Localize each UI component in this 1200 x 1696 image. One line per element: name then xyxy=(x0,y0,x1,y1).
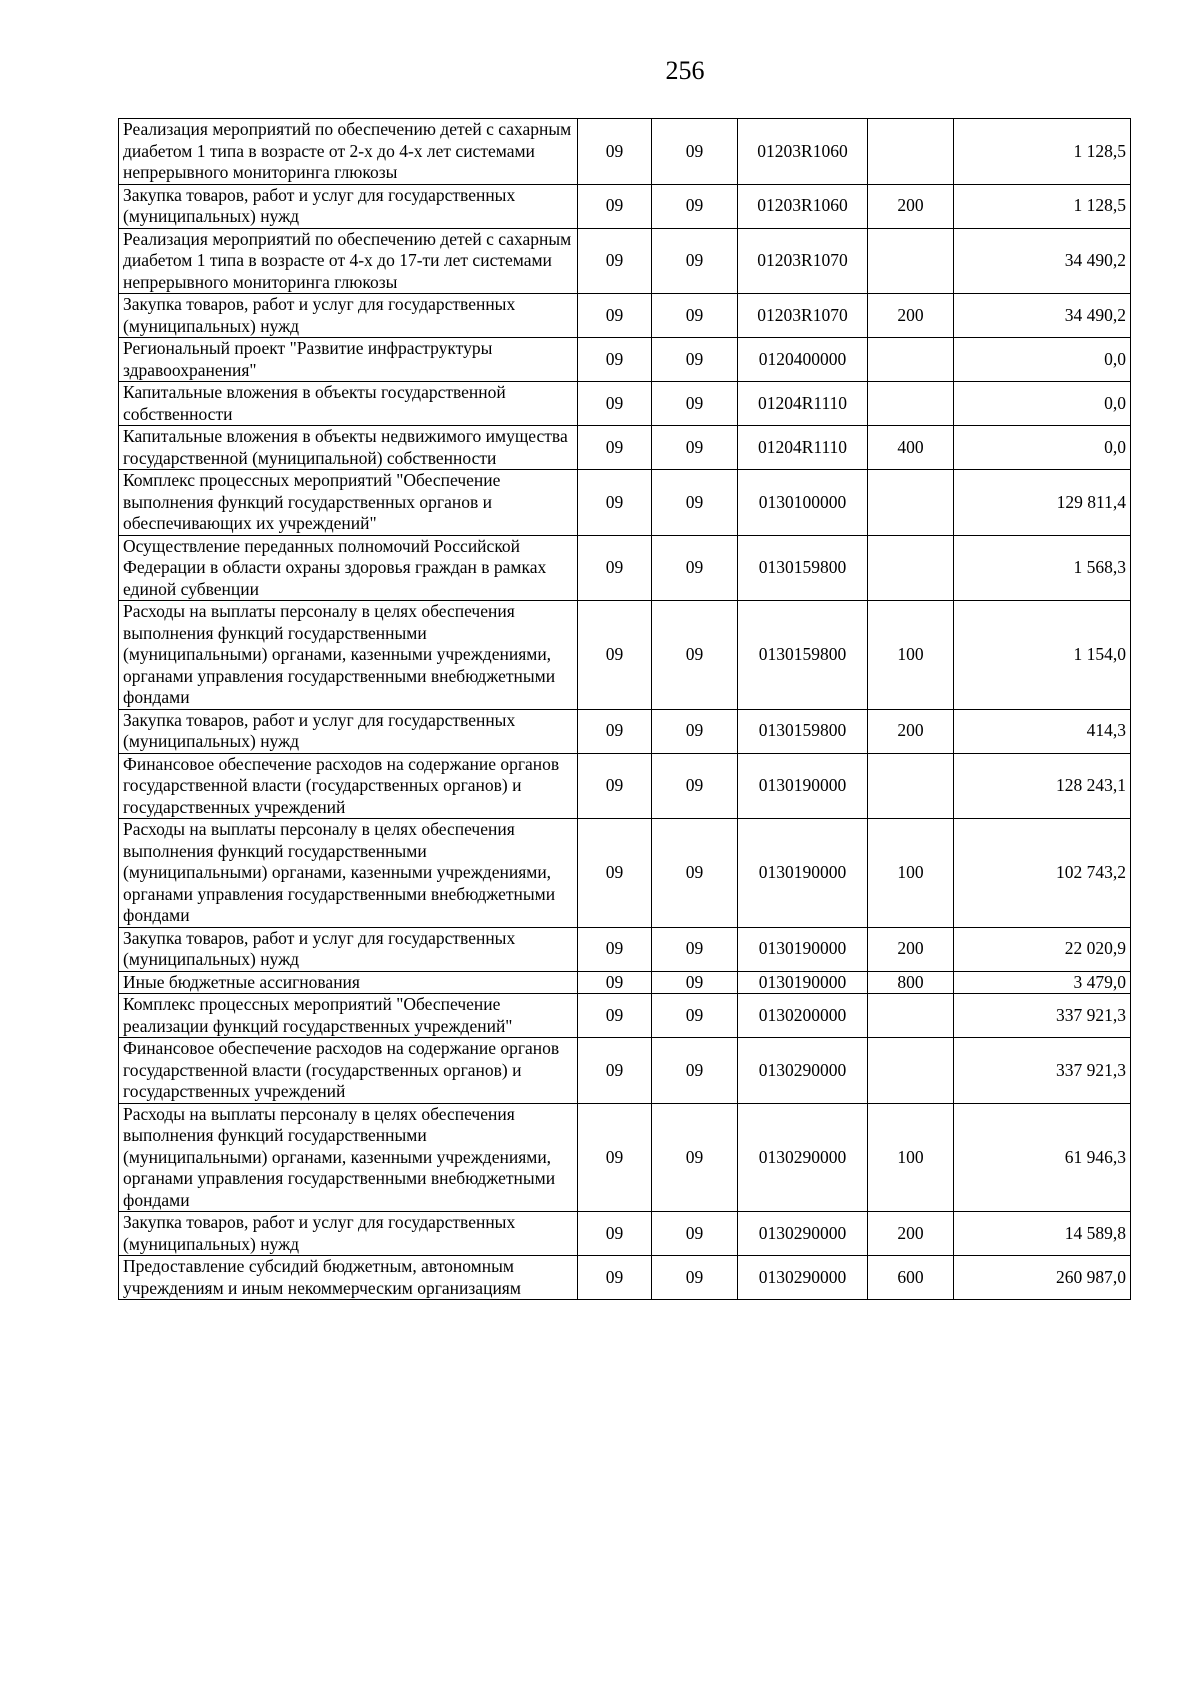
expense-type-cell xyxy=(868,228,954,294)
expense-type-cell xyxy=(868,470,954,536)
page-number: 256 xyxy=(665,56,705,85)
expense-type-cell: 600 xyxy=(868,1256,954,1300)
section-code-cell: 09 xyxy=(578,294,652,338)
subsection-code-cell: 09 xyxy=(652,601,738,710)
amount-cell: 128 243,1 xyxy=(954,753,1131,819)
section-code-cell: 09 xyxy=(578,709,652,753)
table-row xyxy=(119,426,1131,470)
amount-cell: 34 490,2 xyxy=(954,228,1131,294)
amount-cell: 14 589,8 xyxy=(954,1212,1131,1256)
row-name-cell: Закупка товаров, работ и услуг для государственных (муниципальных) нужд xyxy=(119,709,578,753)
section-code-cell: 09 xyxy=(578,426,652,470)
row-name-cell: Комплекс процессных мероприятий "Обеспечение реализации функций государственных учреждений" xyxy=(119,994,578,1038)
expense-type-cell: 200 xyxy=(868,184,954,228)
amount-cell: 0,0 xyxy=(954,426,1131,470)
target-article-cell: 0130159800 xyxy=(738,709,868,753)
amount-cell: 337 921,3 xyxy=(954,994,1131,1038)
section-code-cell: 09 xyxy=(578,1038,652,1104)
section-code-cell: 09 xyxy=(578,338,652,382)
target-article-cell: 0130290000 xyxy=(738,1256,868,1300)
amount-cell: 0,0 xyxy=(954,338,1131,382)
expense-type-cell xyxy=(868,994,954,1038)
expense-type-cell: 100 xyxy=(868,1103,954,1212)
table-row xyxy=(119,971,1131,994)
subsection-code-cell: 09 xyxy=(652,382,738,426)
section-code-cell: 09 xyxy=(578,753,652,819)
amount-cell: 22 020,9 xyxy=(954,927,1131,971)
expense-type-cell: 200 xyxy=(868,709,954,753)
budget-table-body xyxy=(119,119,1131,1300)
subsection-code-cell: 09 xyxy=(652,1038,738,1104)
row-name-cell: Закупка товаров, работ и услуг для государственных (муниципальных) нужд xyxy=(119,294,578,338)
section-code-cell: 09 xyxy=(578,184,652,228)
table-row xyxy=(119,535,1131,601)
amount-cell: 337 921,3 xyxy=(954,1038,1131,1104)
expense-type-cell: 100 xyxy=(868,601,954,710)
table-row xyxy=(119,1103,1131,1212)
row-name-cell: Расходы на выплаты персоналу в целях обеспечения выполнения функций государственными (муниципальными) органами, казенными учреждениями, органами управления государственными внебюджетными фондами xyxy=(119,1103,578,1212)
expense-type-cell: 100 xyxy=(868,819,954,928)
subsection-code-cell: 09 xyxy=(652,1103,738,1212)
target-article-cell: 01204R1110 xyxy=(738,382,868,426)
expense-type-cell: 200 xyxy=(868,294,954,338)
section-code-cell: 09 xyxy=(578,535,652,601)
expense-type-cell xyxy=(868,338,954,382)
amount-cell: 34 490,2 xyxy=(954,294,1131,338)
target-article-cell: 0130190000 xyxy=(738,971,868,994)
amount-cell: 61 946,3 xyxy=(954,1103,1131,1212)
target-article-cell: 01203R1070 xyxy=(738,228,868,294)
subsection-code-cell: 09 xyxy=(652,535,738,601)
target-article-cell: 0130190000 xyxy=(738,753,868,819)
target-article-cell: 01203R1070 xyxy=(738,294,868,338)
table-row xyxy=(119,709,1131,753)
row-name-cell: Расходы на выплаты персоналу в целях обеспечения выполнения функций государственными (муниципальными) органами, казенными учреждениями, органами управления государственными внебюджетными фондами xyxy=(119,601,578,710)
subsection-code-cell: 09 xyxy=(652,994,738,1038)
subsection-code-cell: 09 xyxy=(652,228,738,294)
table-row xyxy=(119,994,1131,1038)
subsection-code-cell: 09 xyxy=(652,1256,738,1300)
expense-type-cell xyxy=(868,1038,954,1104)
section-code-cell: 09 xyxy=(578,228,652,294)
section-code-cell: 09 xyxy=(578,470,652,536)
subsection-code-cell: 09 xyxy=(652,184,738,228)
target-article-cell: 0130290000 xyxy=(738,1038,868,1104)
subsection-code-cell: 09 xyxy=(652,709,738,753)
table-row xyxy=(119,184,1131,228)
table-row xyxy=(119,927,1131,971)
table-row xyxy=(119,228,1131,294)
subsection-code-cell: 09 xyxy=(652,1212,738,1256)
row-name-cell: Комплекс процессных мероприятий "Обеспечение выполнения функций государственных органов и обеспечивающих их учреждений" xyxy=(119,470,578,536)
target-article-cell: 0130100000 xyxy=(738,470,868,536)
subsection-code-cell: 09 xyxy=(652,753,738,819)
section-code-cell: 09 xyxy=(578,1212,652,1256)
expense-type-cell: 800 xyxy=(868,971,954,994)
target-article-cell: 0120400000 xyxy=(738,338,868,382)
target-article-cell: 0130190000 xyxy=(738,927,868,971)
table-row xyxy=(119,1256,1131,1300)
row-name-cell: Финансовое обеспечение расходов на содержание органов государственной власти (государственных органов) и государственных учреждений xyxy=(119,753,578,819)
amount-cell: 0,0 xyxy=(954,382,1131,426)
expense-type-cell: 200 xyxy=(868,927,954,971)
table-row xyxy=(119,601,1131,710)
section-code-cell: 09 xyxy=(578,1103,652,1212)
amount-cell: 1 128,5 xyxy=(954,184,1131,228)
expense-type-cell xyxy=(868,382,954,426)
row-name-cell: Закупка товаров, работ и услуг для государственных (муниципальных) нужд xyxy=(119,927,578,971)
amount-cell: 260 987,0 xyxy=(954,1256,1131,1300)
row-name-cell: Иные бюджетные ассигнования xyxy=(119,971,578,994)
subsection-code-cell: 09 xyxy=(652,338,738,382)
row-name-cell: Закупка товаров, работ и услуг для государственных (муниципальных) нужд xyxy=(119,184,578,228)
table-row xyxy=(119,294,1131,338)
row-name-cell: Финансовое обеспечение расходов на содержание органов государственной власти (государственных органов) и государственных учреждений xyxy=(119,1038,578,1104)
target-article-cell: 01203R1060 xyxy=(738,119,868,185)
section-code-cell: 09 xyxy=(578,119,652,185)
amount-cell: 3 479,0 xyxy=(954,971,1131,994)
table-row xyxy=(119,119,1131,185)
section-code-cell: 09 xyxy=(578,601,652,710)
table-row xyxy=(119,470,1131,536)
row-name-cell: Осуществление переданных полномочий Российской Федерации в области охраны здоровья граждан в рамках единой субвенции xyxy=(119,535,578,601)
section-code-cell: 09 xyxy=(578,927,652,971)
table-row xyxy=(119,382,1131,426)
row-name-cell: Капитальные вложения в объекты государственной собственности xyxy=(119,382,578,426)
subsection-code-cell: 09 xyxy=(652,819,738,928)
row-name-cell: Реализация мероприятий по обеспечению детей с сахарным диабетом 1 типа в возрасте от 2-х до 4-х лет системами непрерывного мониторинга глюкозы xyxy=(119,119,578,185)
amount-cell: 1 128,5 xyxy=(954,119,1131,185)
row-name-cell: Предоставление субсидий бюджетным, автономным учреждениям и иным некоммерческим организациям xyxy=(119,1256,578,1300)
subsection-code-cell: 09 xyxy=(652,294,738,338)
target-article-cell: 0130159800 xyxy=(738,535,868,601)
target-article-cell: 0130190000 xyxy=(738,819,868,928)
row-name-cell: Закупка товаров, работ и услуг для государственных (муниципальных) нужд xyxy=(119,1212,578,1256)
amount-cell: 1 568,3 xyxy=(954,535,1131,601)
target-article-cell: 0130290000 xyxy=(738,1103,868,1212)
subsection-code-cell: 09 xyxy=(652,119,738,185)
table-row xyxy=(119,338,1131,382)
section-code-cell: 09 xyxy=(578,1256,652,1300)
target-article-cell: 01204R1110 xyxy=(738,426,868,470)
subsection-code-cell: 09 xyxy=(652,927,738,971)
target-article-cell: 0130290000 xyxy=(738,1212,868,1256)
section-code-cell: 09 xyxy=(578,382,652,426)
subsection-code-cell: 09 xyxy=(652,470,738,536)
expense-type-cell xyxy=(868,535,954,601)
section-code-cell: 09 xyxy=(578,994,652,1038)
target-article-cell: 0130200000 xyxy=(738,994,868,1038)
subsection-code-cell: 09 xyxy=(652,971,738,994)
table-row xyxy=(119,753,1131,819)
target-article-cell: 01203R1060 xyxy=(738,184,868,228)
target-article-cell: 0130159800 xyxy=(738,601,868,710)
expense-type-cell xyxy=(868,753,954,819)
row-name-cell: Расходы на выплаты персоналу в целях обеспечения выполнения функций государственными (муниципальными) органами, казенными учреждениями, органами управления государственными внебюджетными фондами xyxy=(119,819,578,928)
amount-cell: 102 743,2 xyxy=(954,819,1131,928)
subsection-code-cell: 09 xyxy=(652,426,738,470)
row-name-cell: Региональный проект "Развитие инфраструктуры здравоохранения" xyxy=(119,338,578,382)
section-code-cell: 09 xyxy=(578,971,652,994)
table-row xyxy=(119,819,1131,928)
budget-table xyxy=(118,118,1131,1300)
expense-type-cell xyxy=(868,119,954,185)
section-code-cell: 09 xyxy=(578,819,652,928)
amount-cell: 129 811,4 xyxy=(954,470,1131,536)
amount-cell: 1 154,0 xyxy=(954,601,1131,710)
row-name-cell: Реализация мероприятий по обеспечению детей с сахарным диабетом 1 типа в возрасте от 4-х до 17-ти лет системами непрерывного мониторинга глюкозы xyxy=(119,228,578,294)
row-name-cell: Капитальные вложения в объекты недвижимого имущества государственной (муниципальной) собственности xyxy=(119,426,578,470)
expense-type-cell: 200 xyxy=(868,1212,954,1256)
table-row xyxy=(119,1212,1131,1256)
amount-cell: 414,3 xyxy=(954,709,1131,753)
expense-type-cell: 400 xyxy=(868,426,954,470)
table-row xyxy=(119,1038,1131,1104)
